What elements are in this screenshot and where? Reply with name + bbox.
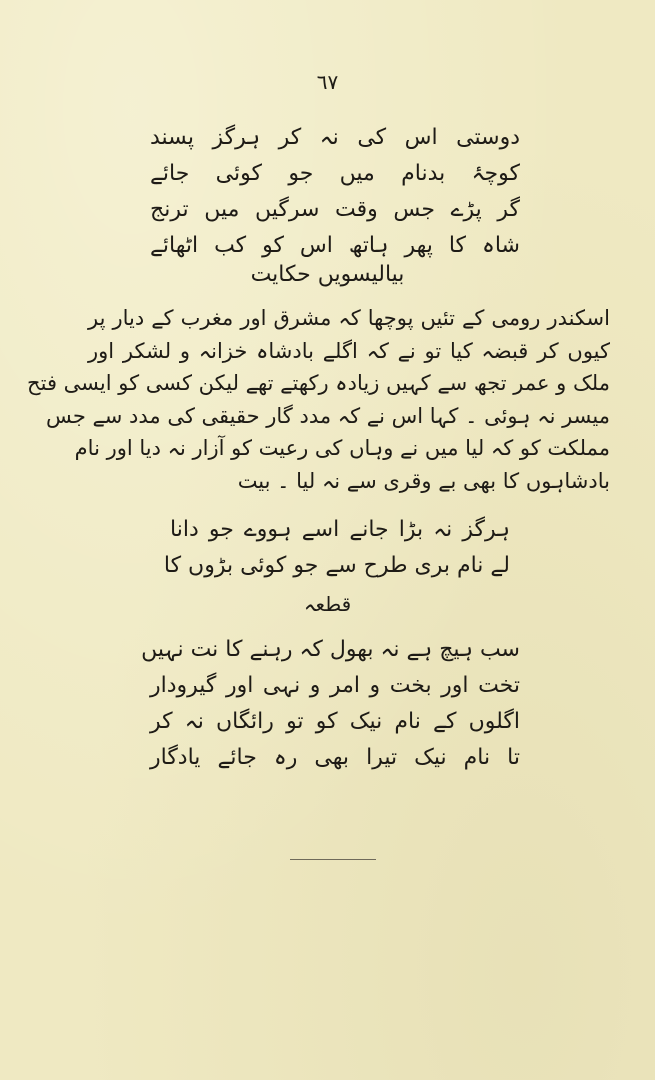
verse-line: گر پڑے جس وقت سرگیں میں ترنج bbox=[150, 197, 520, 222]
opening-verse bbox=[150, 120, 520, 264]
prose-line: میسر نہ ہوئی ۔ کہا اس نے کہ مدد گار حقیقی کی مدد سے جس bbox=[46, 403, 610, 428]
story-prose bbox=[27, 302, 610, 497]
prose-line: کیوں کر قبضہ کیا تو نے کہ اگلے بادشاہ خزانہ و لشکر اور bbox=[88, 338, 610, 363]
verse-line: تخت اور بخت و امر و نہی اور گیرودار bbox=[150, 673, 520, 698]
verse-line: ہرگز نہ بڑا جانے اسے ہووے جو دانا bbox=[170, 517, 510, 542]
verse-line: اگلوں کے نام نیک کو تو رائگاں نہ کر bbox=[150, 709, 520, 734]
story-heading: بیالیسویں حکایت bbox=[250, 262, 405, 287]
page-number: ٦٧ bbox=[316, 70, 339, 94]
end-divider bbox=[290, 859, 376, 860]
prose-line: اسکندر رومی کے تئیں پوچھا کہ مشرق اور مغرب کے دیار پر bbox=[88, 306, 610, 330]
prose-line: مملکت کو کہ لیا میں نے وہاں کی رعیت کو آزار نہ دیا اور نام bbox=[74, 436, 610, 460]
verse-line: لے نام بری طرح سے جو کوئی بڑوں کا bbox=[163, 553, 510, 578]
verse-line: کوچۂ بدنام میں جو کوئی جائے bbox=[150, 161, 520, 186]
verse-line: تا نام نیک تیرا بھی رہ جائے یادگار bbox=[150, 745, 520, 770]
verse-line: دوستی اس کی نہ کر ہرگز پسند bbox=[150, 125, 520, 150]
qita-heading: قطعہ bbox=[303, 592, 352, 616]
prose-line: ملک و عمر تجھ سے کہیں زیادہ رکھتے تھے لیکن کسی کو ایسی فتح bbox=[27, 371, 610, 395]
verse-line: شاہ کا پھر ہاتھ اس کو کب اٹھائے bbox=[150, 233, 520, 258]
bait-verse bbox=[163, 512, 510, 584]
qita-verse bbox=[141, 632, 520, 776]
prose-line: بادشاہوں کا بھی بے وقری سے نہ لیا ۔ بیت bbox=[237, 468, 610, 493]
verse-line: سب ہیچ ہے نہ بھول کہ رہنے کا نت نہیں bbox=[141, 637, 520, 662]
